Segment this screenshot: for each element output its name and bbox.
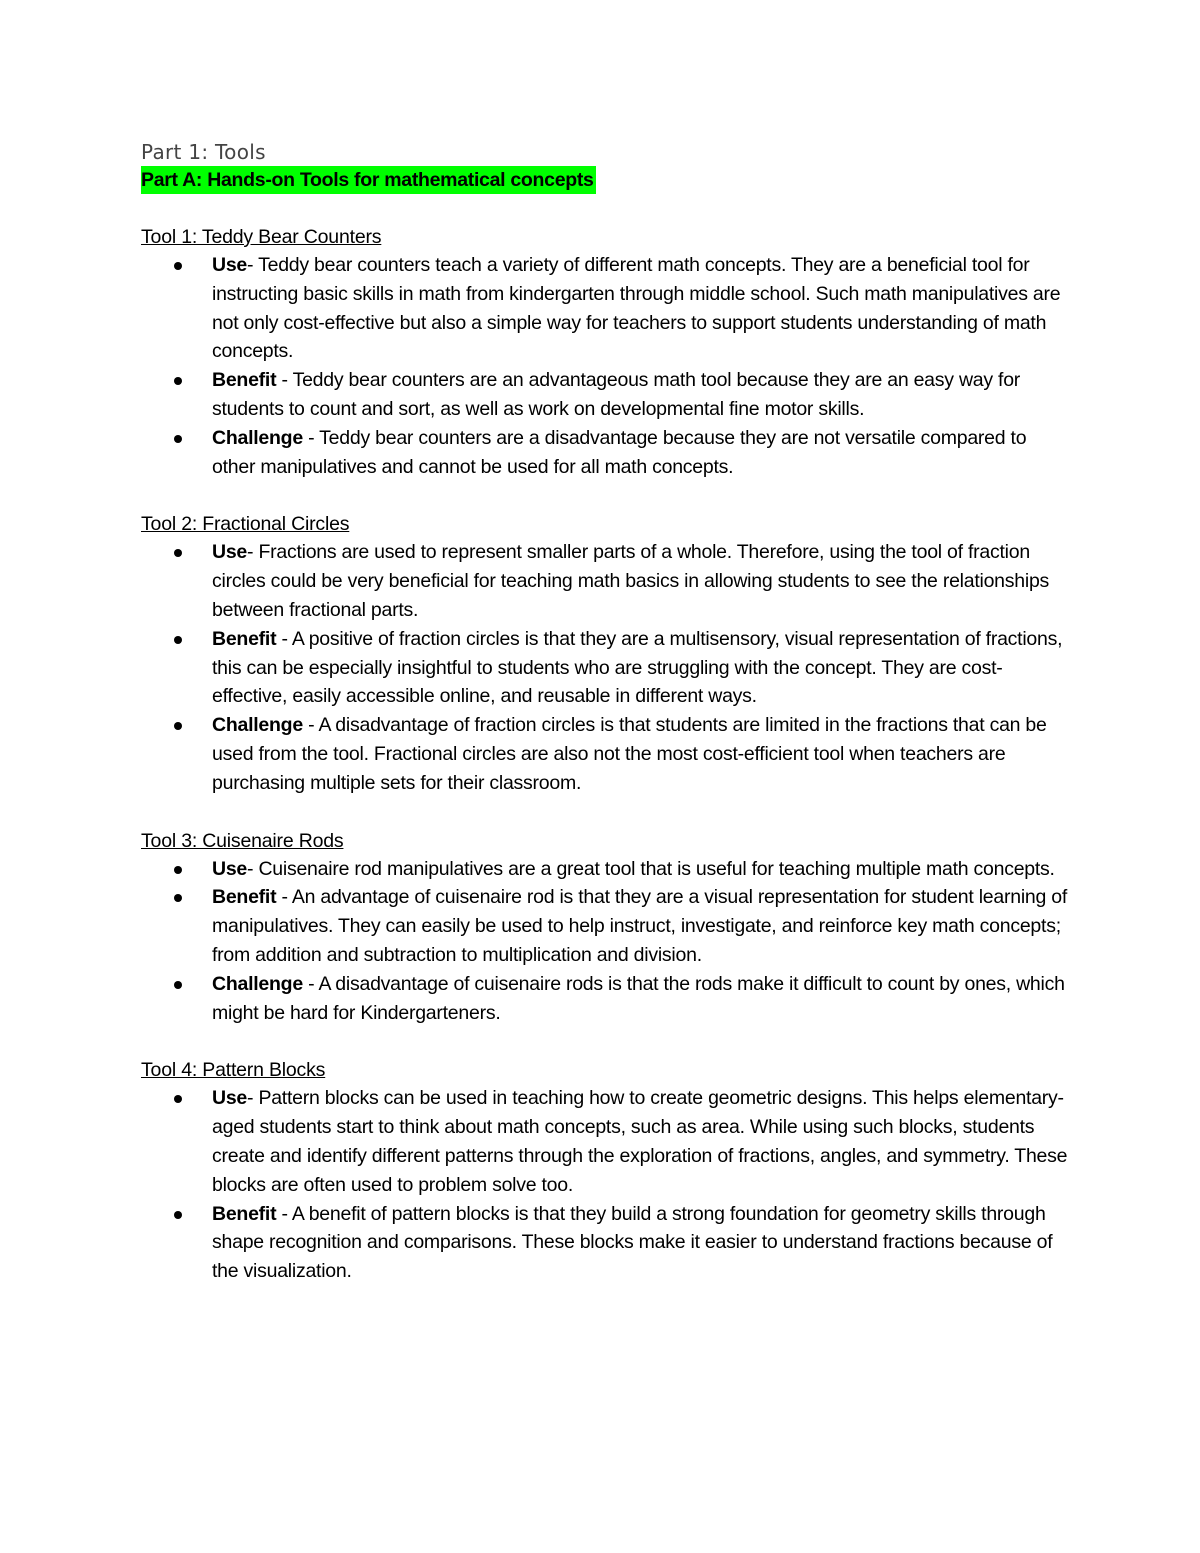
bullet-item xyxy=(141,970,1071,1028)
bullet-text: Pattern blocks can be used in teaching how to create geometric designs. This helps elementary-aged students start to think about math concepts, such as area. While using such blocks, students create and identify different patterns through the exploration of fractions, angles, and symmetry. These blocks are often used to problem solve too. xyxy=(212,1087,1068,1196)
bullet-item xyxy=(141,1084,1071,1199)
tool-section xyxy=(141,827,1071,1028)
bullet-item xyxy=(141,251,1071,366)
bullet-dot-icon xyxy=(174,722,182,730)
bullet-text: A positive of fraction circles is that they are a multisensory, visual representation of fractions, this can be especially insightful to students who are struggling with the concept. They are cost-effective, easily accessible online, and reusable in different ways. xyxy=(212,627,1063,708)
bullet-dot-icon xyxy=(174,894,182,902)
bullet-text: Teddy bear counters teach a variety of different math concepts. They are a beneficial tool for instructing basic skills in math from kindergarten through middle school. Such math manipulatives are not only cost-effective but also a simple way for teachers to support students understanding of math concepts. xyxy=(212,254,1061,363)
bullet-separator: - xyxy=(247,254,259,276)
bullet-separator: - xyxy=(302,714,319,737)
bullet-separator: - xyxy=(276,627,292,650)
tool-heading: Tool 2: Fractional Circles xyxy=(141,513,350,536)
bullet-text: Teddy bear counters are a disadvantage because they are not versatile compared to other manipulatives and cannot be used for all math concepts. xyxy=(212,426,1027,478)
bullet-separator: - xyxy=(276,886,292,909)
tool-heading: Tool 1: Teddy Bear Counters xyxy=(141,226,382,248)
bullet-keyword: Benefit xyxy=(212,886,277,909)
bullet-text: Cuisenaire rod manipulatives are a great tool that is useful for teaching multiple math concepts. xyxy=(258,857,1055,880)
bullet-text: Teddy bear counters are an advantageous math tool because they are an easy way for students to count and sort, as well as work on developmental fine motor skills. xyxy=(212,369,1021,420)
bullet-item xyxy=(141,711,1071,797)
bullet-keyword: Use xyxy=(212,541,248,564)
bullet-text: A disadvantage of fraction circles is that students are limited in the fractions that can be used from the tool. Fractional circles are also not the most cost-efficient tool when teachers are purchasing multiple sets for their classroom. xyxy=(212,714,1047,794)
tool-section xyxy=(141,223,1071,481)
part-subtitle-row xyxy=(141,166,1071,194)
bullet-item xyxy=(141,1200,1071,1286)
bullet-separator: - xyxy=(247,857,259,880)
document-body xyxy=(141,138,1071,1286)
bullet-dot-icon xyxy=(174,377,182,385)
bullet-keyword: Use xyxy=(212,1087,248,1110)
bullet-dot-icon xyxy=(174,981,182,989)
section-spacer xyxy=(141,481,1071,510)
bullet-keyword: Use xyxy=(212,254,248,276)
bullet-dot-icon xyxy=(174,549,182,557)
bullet-separator: - xyxy=(276,1202,292,1225)
tool-section xyxy=(141,510,1071,797)
bullet-keyword: Challenge xyxy=(212,714,303,737)
bullet-dot-icon xyxy=(174,262,182,270)
bullet-separator: - xyxy=(276,369,293,392)
tool-bullet-list xyxy=(141,538,1071,797)
bullet-keyword: Benefit xyxy=(212,369,277,392)
tool-bullet-list xyxy=(141,251,1071,481)
bullet-dot-icon xyxy=(174,1095,182,1103)
bullet-item xyxy=(141,855,1071,884)
section-spacer xyxy=(141,194,1071,223)
bullet-separator: - xyxy=(247,541,259,564)
part-title: Part 1: Tools xyxy=(141,140,266,164)
section-spacer xyxy=(141,1027,1071,1056)
bullet-separator: - xyxy=(302,972,319,995)
bullet-keyword: Challenge xyxy=(212,426,303,449)
bullet-item xyxy=(141,424,1071,482)
tool-section xyxy=(141,1056,1071,1286)
bullet-dot-icon xyxy=(174,1211,182,1219)
bullet-item xyxy=(141,538,1071,624)
bullet-item xyxy=(141,366,1071,424)
bullet-dot-icon xyxy=(174,435,182,443)
bullet-separator: - xyxy=(302,426,320,449)
tool-bullet-list xyxy=(141,1084,1071,1286)
bullet-separator: - xyxy=(247,1087,259,1110)
bullet-keyword: Challenge xyxy=(212,972,303,995)
bullet-dot-icon xyxy=(174,866,182,874)
tool-heading: Tool 4: Pattern Blocks xyxy=(141,1059,326,1082)
bullet-dot-icon xyxy=(174,636,182,644)
part-subtitle-highlight: Part A: Hands-on Tools for mathematical concepts xyxy=(141,166,596,194)
bullet-keyword: Use xyxy=(212,857,248,880)
section-spacer xyxy=(141,798,1071,827)
bullet-item xyxy=(141,625,1071,711)
bullet-text: An advantage of cuisenaire rod is that they are a visual representation for student learning of manipulatives. They can easily be used to help instruct, investigate, and reinforce key math concepts; from addition and subtraction to multiplication and division. xyxy=(212,886,1068,966)
tool-bullet-list xyxy=(141,855,1071,1028)
bullet-keyword: Benefit xyxy=(212,627,277,650)
tools-list xyxy=(141,194,1071,1286)
bullet-text: Fractions are used to represent smaller parts of a whole. Therefore, using the tool of fraction circles could be very beneficial for teaching math basics in allowing students to see the relationships between fractional parts. xyxy=(212,541,1050,621)
bullet-item xyxy=(141,883,1071,969)
bullet-text: A benefit of pattern blocks is that they build a strong foundation for geometry skills through shape recognition and comparisons. These blocks make it easier to understand fractions because of the visualization. xyxy=(212,1202,1053,1283)
tool-heading: Tool 3: Cuisenaire Rods xyxy=(141,829,344,852)
bullet-text: A disadvantage of cuisenaire rods is that the rods make it difficult to count by ones, which might be hard for Kindergarteners. xyxy=(212,972,1065,1024)
bullet-keyword: Benefit xyxy=(212,1202,277,1225)
